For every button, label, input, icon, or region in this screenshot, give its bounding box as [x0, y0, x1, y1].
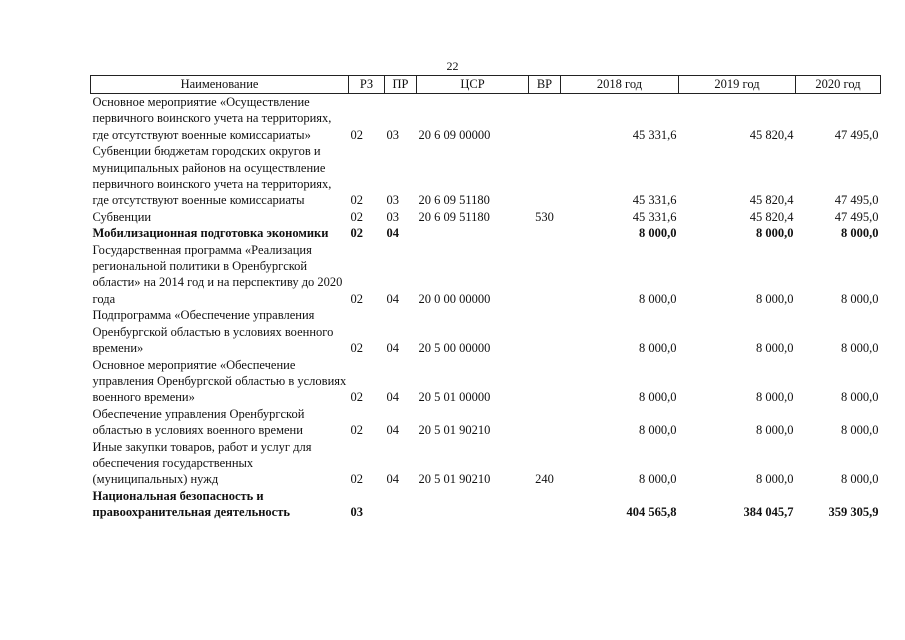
column-header-2018: 2018 год: [561, 76, 679, 94]
cell-vr: [529, 307, 561, 356]
cell-pr: 04: [386, 472, 399, 487]
cell-2018: 8 000,0: [639, 390, 677, 405]
table-row: [91, 209, 881, 225]
cell-2018: 404 565,8: [626, 505, 677, 520]
cell-pr: 03: [386, 209, 399, 224]
cell-pr: 04: [386, 341, 399, 356]
table-body: [91, 94, 881, 521]
cell-csr: 20 5 01 00000: [418, 390, 491, 405]
table-row: [91, 439, 881, 488]
cell-vr: [529, 488, 561, 521]
cell-name: Иные закупки товаров, работ и услуг для обеспечения государственных (муниципальных) нужд: [92, 439, 312, 487]
cell-rz: 02: [350, 291, 363, 306]
table-row: [91, 143, 881, 209]
cell-2019: 8 000,0: [756, 472, 794, 487]
cell-name: Субвенции бюджетам городских округов и муниципальных районов на осуществление первичного воинского учета на территориях, где отсутствуют военные комиссариаты: [92, 144, 332, 208]
cell-name: Государственная программа «Реализация региональной политики в Оренбургской области» на 2014 год и на перспективу до 2020 года: [92, 242, 343, 306]
header-row: [91, 76, 881, 94]
cell-name: Основное мероприятие «Осуществление первичного воинского учета на территориях, где отсутствуют военные комиссариаты»: [92, 95, 332, 142]
cell-2020: 8 000,0: [841, 472, 879, 487]
table-row: [91, 94, 881, 144]
cell-csr: 20 6 09 51180: [418, 193, 490, 208]
cell-2018: 8 000,0: [639, 341, 677, 356]
column-header-name: Наименование: [91, 76, 349, 94]
cell-2020: 47 495,0: [834, 127, 879, 142]
cell-rz: 02: [350, 127, 363, 142]
cell-2019: 384 045,7: [743, 505, 794, 520]
cell-csr: 20 5 01 90210: [418, 423, 491, 438]
cell-2019: 45 820,4: [749, 193, 794, 208]
cell-2019: 8 000,0: [756, 390, 794, 405]
cell-2019: 8 000,0: [756, 423, 794, 438]
cell-2018: 8 000,0: [639, 423, 677, 438]
cell-rz: 02: [350, 423, 363, 438]
cell-csr: 20 6 09 51180: [418, 209, 490, 224]
cell-2019: 8 000,0: [756, 226, 794, 241]
cell-2020: 8 000,0: [841, 341, 879, 356]
column-header-pr: ПР: [385, 76, 417, 94]
cell-csr: 20 5 00 00000: [418, 341, 491, 356]
cell-rz: 02: [350, 390, 363, 405]
cell-vr: 530: [535, 209, 554, 224]
cell-csr: 20 6 09 00000: [418, 127, 491, 142]
cell-2020: 47 495,0: [834, 209, 879, 224]
cell-name: Субвенции: [92, 209, 152, 224]
cell-vr: [529, 242, 561, 308]
cell-rz: 02: [350, 341, 363, 356]
cell-vr: [529, 357, 561, 406]
cell-csr: 20 0 00 00000: [418, 291, 491, 306]
cell-vr: [529, 225, 561, 241]
cell-2018: 8 000,0: [639, 291, 677, 306]
cell-vr: [529, 143, 561, 209]
cell-2020: 47 495,0: [834, 193, 879, 208]
cell-2019: 45 820,4: [749, 209, 794, 224]
cell-2020: 359 305,9: [828, 505, 879, 520]
cell-2018: 8 000,0: [639, 226, 677, 241]
column-header-2019: 2019 год: [679, 76, 796, 94]
cell-name: Подпрограмма «Обеспечение управления Оренбургской областью в условиях военного времени»: [92, 308, 334, 356]
cell-2020: 8 000,0: [841, 226, 879, 241]
cell-2019: 8 000,0: [756, 291, 794, 306]
cell-pr: 04: [386, 291, 399, 306]
cell-2020: 8 000,0: [841, 423, 879, 438]
cell-pr: 03: [386, 193, 399, 208]
cell-2020: 8 000,0: [841, 390, 879, 405]
cell-pr: 04: [386, 390, 399, 405]
table-row: [91, 357, 881, 406]
cell-vr: [529, 94, 561, 144]
cell-vr: 240: [535, 472, 554, 487]
cell-name: Основное мероприятие «Обеспечение управления Оренбургской областью в условиях военного времени»: [92, 357, 347, 405]
table-row: [91, 225, 881, 241]
table-row: [91, 307, 881, 356]
cell-2018: 45 331,6: [632, 209, 677, 224]
column-header-csr: ЦСР: [417, 76, 529, 94]
cell-pr: [385, 488, 417, 521]
cell-2018: 45 331,6: [632, 127, 677, 142]
cell-2018: 8 000,0: [639, 472, 677, 487]
cell-csr: [417, 225, 529, 241]
cell-name: Обеспечение управления Оренбургской областью в условиях военного времени: [92, 406, 305, 438]
column-header-vr: ВР: [529, 76, 561, 94]
cell-pr: 04: [386, 226, 399, 241]
cell-vr: [529, 406, 561, 439]
table-row: [91, 242, 881, 308]
budget-table: [90, 75, 881, 521]
table-row: [91, 406, 881, 439]
cell-2018: 45 331,6: [632, 193, 677, 208]
cell-csr: [417, 488, 529, 521]
column-header-rz: РЗ: [349, 76, 385, 94]
column-header-2020: 2020 год: [796, 76, 881, 94]
cell-pr: 03: [386, 127, 399, 142]
cell-csr: 20 5 01 90210: [418, 472, 491, 487]
cell-2020: 8 000,0: [841, 291, 879, 306]
cell-name: Национальная безопасность и правоохранительная деятельность: [92, 488, 290, 520]
cell-2019: 8 000,0: [756, 341, 794, 356]
cell-rz: 02: [350, 226, 363, 241]
cell-pr: 04: [386, 423, 399, 438]
cell-rz: 02: [350, 193, 363, 208]
cell-rz: 02: [350, 209, 363, 224]
table-row: [91, 488, 881, 521]
page-number: 22: [446, 59, 459, 73]
cell-2019: 45 820,4: [749, 127, 794, 142]
cell-name: Мобилизационная подготовка экономики: [92, 226, 329, 241]
cell-rz: 03: [350, 505, 363, 520]
cell-rz: 02: [350, 472, 363, 487]
